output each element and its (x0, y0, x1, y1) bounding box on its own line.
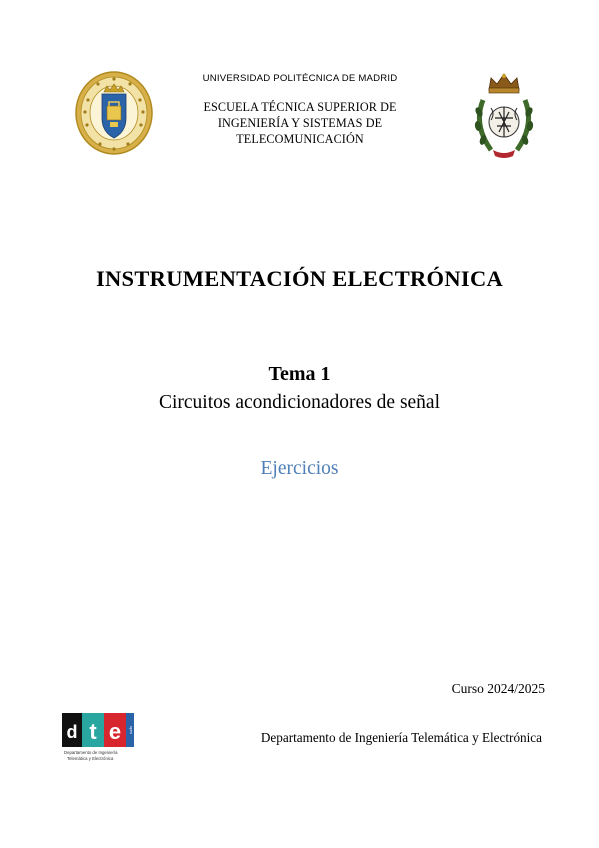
school-name-line-2: INGENIERÍA Y SISTEMAS DE (217, 116, 383, 130)
upm-logo (74, 70, 154, 156)
school-name-line-1: ESCUELA TÉCNICA SUPERIOR DE (203, 100, 397, 114)
topic-number: Tema 1 (268, 363, 331, 385)
school-name-line-3: TELECOMUNICACIÓN (236, 132, 364, 146)
upm-seal-icon (74, 70, 154, 156)
dte-letter-d: d (66, 722, 78, 742)
department-name: Departamento de Ingeniería Telemática y Electrónica (260, 730, 542, 745)
dte-logo (62, 713, 134, 765)
course-title: INSTRUMENTACIÓN ELECTRÓNICA (95, 266, 504, 291)
etsi-crest-icon (469, 70, 539, 162)
dte-caption-line-2: Telemática y Electrónica (67, 756, 114, 761)
academic-year: Curso 2024/2025 (451, 681, 545, 696)
etsi-logo (469, 70, 539, 162)
university-name: UNIVERSIDAD POLITÉCNICA DE MADRID (202, 73, 398, 84)
dte-caption-line-1: Departamento de Ingeniería (64, 750, 118, 755)
dte-letter-t: t (89, 719, 97, 744)
dte-letter-e: e (108, 719, 122, 744)
document-type: Ejercicios (260, 458, 339, 479)
dte-logo-icon (62, 713, 134, 765)
school-name (180, 99, 420, 147)
dte-side-text: upm (129, 726, 134, 734)
topic-name: Circuitos acondicionadores de señal (158, 392, 441, 413)
